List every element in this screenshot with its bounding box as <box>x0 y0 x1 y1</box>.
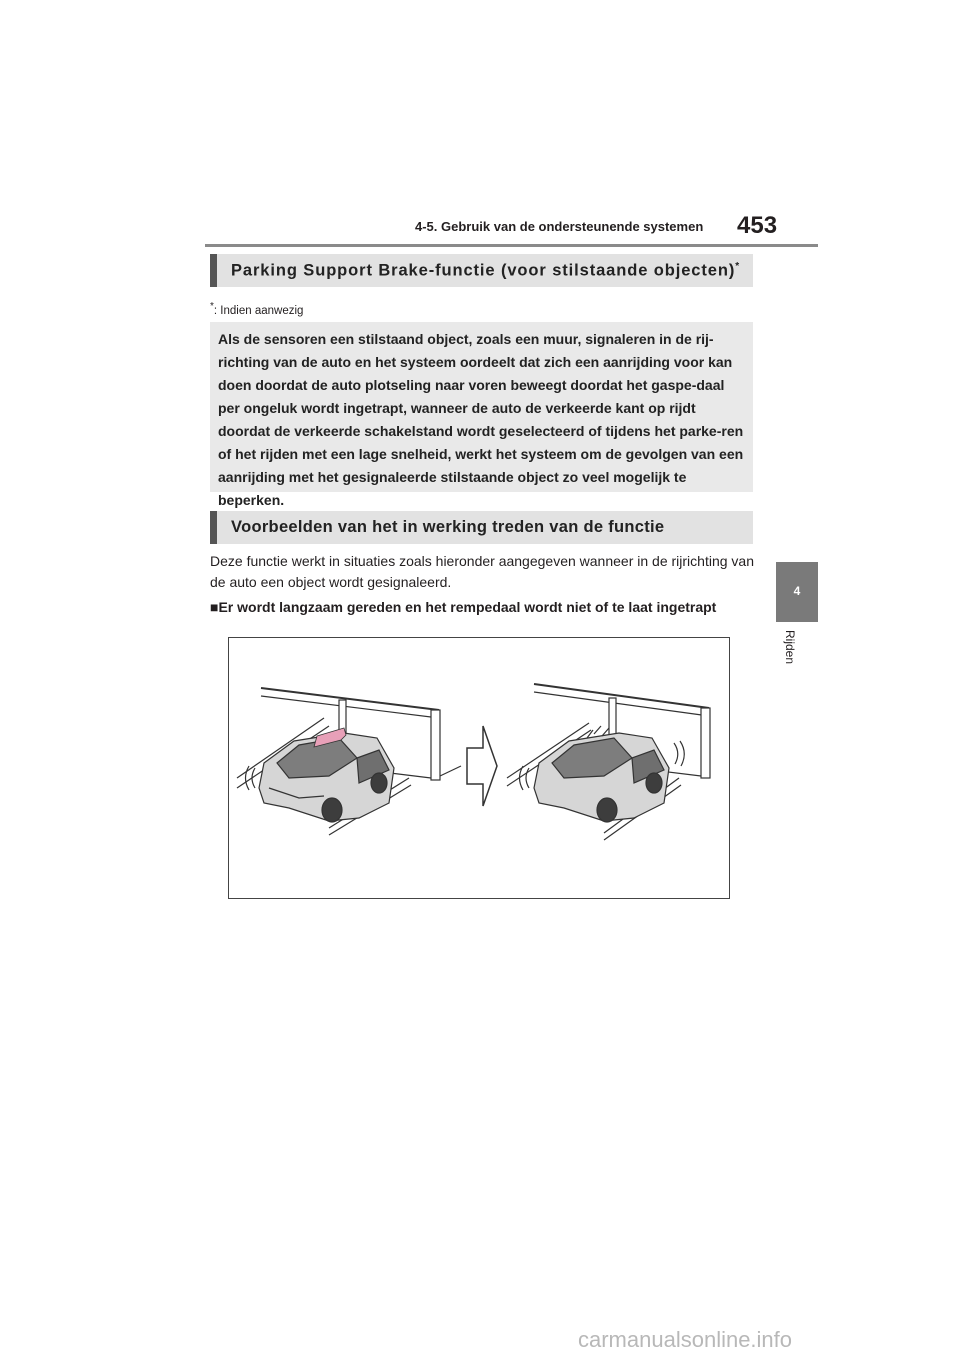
page-number: 453 <box>737 212 778 239</box>
chapter-label: Rijden <box>783 630 797 665</box>
info-text: Als de sensoren een stilstaand object, zoals een muur, signaleren in de rij-richting van de auto en het systeem oordeelt dat zich een aanrijding voor kan doen doordat de auto plotseling naar voren beweegt doordat het gaspe-daal per ongeluk wordt ingetrapt, wanneer de auto de verkeerde kant op rijdt doordat de verkeerde schakelstand wordt geselecteerd of tijdens het parke-ren of het rijden met een lage snelheid, werkt het systeem om de gevolgen van een aanrijding met het gesignaleerde stilstaande object zo veel mogelijk te beperken. <box>218 331 744 508</box>
subsection-heading-bar <box>210 511 753 544</box>
section-heading-bar <box>210 254 753 287</box>
subsection-heading: Voorbeelden van het in werking treden van de functie <box>231 518 665 536</box>
body-paragraph: Deze functie werkt in situaties zoals hieronder aangegeven wanneer in de rijrichting van de auto een object wordt gesignaleerd. <box>210 553 754 590</box>
section-heading-text: Parking Support Brake-functie (voor stilstaande objecten) <box>231 261 736 280</box>
chapter-number: 4 <box>793 584 801 598</box>
right-arrow-icon <box>467 726 497 806</box>
footnote-marker: * <box>210 301 214 312</box>
footnote-text: : Indien aanwezig <box>213 304 304 317</box>
footer-watermark: carmanualsonline.info <box>578 1327 793 1352</box>
example-heading <box>210 599 716 615</box>
section-heading <box>231 261 740 281</box>
square-bullet-icon: ■ <box>210 599 219 615</box>
header-divider <box>205 244 818 247</box>
chapter-tab <box>776 562 818 622</box>
example-heading-text: Er wordt langzaam gereden en het rempedaal wordt niet of te laat ingetrapt <box>218 599 717 615</box>
section-heading-marker: * <box>735 261 741 272</box>
info-box <box>210 322 753 508</box>
footnote <box>210 301 303 317</box>
running-header: 4-5. Gebruik van de ondersteunende systemen <box>415 219 704 234</box>
figure-illustration <box>229 638 729 898</box>
figure-frame <box>228 637 730 899</box>
car-braking-at-wall-illustration <box>507 684 710 840</box>
car-approaching-wall-illustration <box>237 688 461 835</box>
